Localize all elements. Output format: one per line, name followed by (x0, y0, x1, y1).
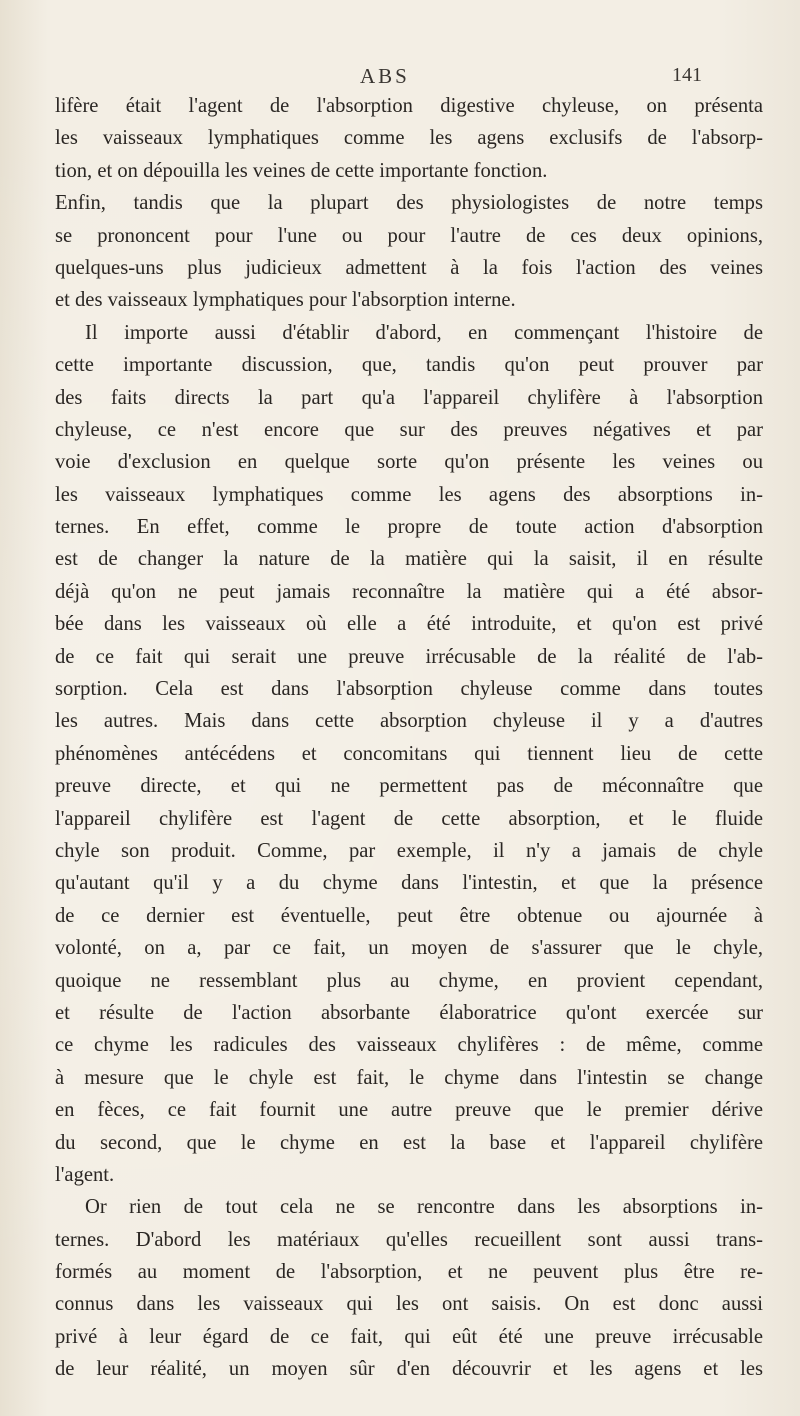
body-text (55, 90, 763, 1386)
text-line: quoique ne ressemblant plus au chyme, en provient cependant, (55, 969, 763, 992)
text-line: chyle son produit. Comme, par exemple, il n'y a jamais de chyle (55, 839, 763, 862)
text-line: Enfin, tandis que la plupart des physiologistes de notre temps (55, 192, 763, 215)
text-line: ce chyme les radicules des vaisseaux chylifères : de même, comme (55, 1034, 763, 1057)
page-number: 141 (672, 64, 702, 86)
text-line: et résulte de l'action absorbante élaboratrice qu'ont exercée sur (55, 1001, 763, 1024)
text-line: quelques-uns plus judicieux admettent à la fois l'action des veines (55, 256, 763, 279)
text-line: cette importante discussion, que, tandis qu'on peut prouver par (55, 354, 763, 377)
text-line: des faits directs la part qu'a l'appareil chylifère à l'absorption (55, 386, 763, 409)
running-header (0, 64, 800, 90)
text-line: voie d'exclusion en quelque sorte qu'on présente les veines ou (55, 451, 763, 474)
text-line: tion, et on dépouilla les veines de cette importante fonction. (55, 159, 548, 182)
text-line: formés au moment de l'absorption, et ne peuvent plus être re- (55, 1261, 763, 1284)
text-line: déjà qu'on ne peut jamais reconnaître la matière qui a été absor- (55, 580, 763, 603)
text-line: en fèces, ce fait fournit une autre preuve que le premier dérive (55, 1099, 763, 1122)
text-line: du second, que le chyme en est la base et l'appareil chylifère (55, 1131, 763, 1154)
text-line: à mesure que le chyle est fait, le chyme dans l'intestin se change (55, 1066, 763, 1089)
text-line: l'appareil chylifère est l'agent de cette absorption, et le fluide (55, 807, 763, 830)
text-line: se prononcent pour l'une ou pour l'autre de ces deux opinions, (55, 224, 763, 247)
text-line: chyleuse, ce n'est encore que sur des preuves négatives et par (55, 418, 763, 441)
text-line: de ce fait qui serait une preuve irrécusable de la réalité de l'ab- (55, 645, 763, 668)
text-line: Il importe aussi d'établir d'abord, en commençant l'histoire de (85, 321, 763, 344)
text-line: de ce dernier est éventuelle, peut être obtenue ou ajournée à (55, 904, 763, 927)
text-line: preuve directe, et qui ne permettent pas de méconnaître que (55, 775, 763, 798)
text-line: de leur réalité, un moyen sûr d'en découvrir et les agens et les (55, 1358, 763, 1381)
text-line: phénomènes antécédens et concomitans qui tiennent lieu de cette (55, 742, 763, 765)
running-title: ABS (360, 64, 410, 88)
text-line: qu'autant qu'il y a du chyme dans l'intestin, et que la présence (55, 872, 763, 895)
text-line: ternes. D'abord les matériaux qu'elles recueillent sont aussi trans- (55, 1228, 763, 1251)
text-line: volonté, on a, par ce fait, un moyen de s'assurer que le chyle, (55, 937, 763, 960)
text-line: les autres. Mais dans cette absorption chyleuse il y a d'autres (55, 710, 763, 733)
text-line: Or rien de tout cela ne se rencontre dans les absorptions in- (85, 1196, 763, 1219)
text-line: et des vaisseaux lymphatiques pour l'absorption interne. (55, 289, 516, 312)
text-line: sorption. Cela est dans l'absorption chyleuse comme dans toutes (55, 678, 763, 701)
text-line: connus dans les vaisseaux qui les ont saisis. On est donc aussi (55, 1293, 763, 1316)
text-line: est de changer la nature de la matière qui la saisit, il en résulte (55, 548, 763, 571)
text-line: lifère était l'agent de l'absorption digestive chyleuse, on présenta (55, 95, 763, 117)
text-line: les vaisseaux lymphatiques comme les agens des absorptions in- (55, 483, 763, 506)
text-line: ternes. En effet, comme le propre de toute action d'absorption (55, 516, 763, 539)
text-line: l'agent. (55, 1163, 115, 1186)
text-line: les vaisseaux lymphatiques comme les agens exclusifs de l'absorp- (55, 127, 763, 150)
text-line: bée dans les vaisseaux où elle a été introduite, et qu'on est privé (55, 613, 763, 636)
text-line: privé à leur égard de ce fait, qui eût été une preuve irrécusable (55, 1325, 763, 1348)
